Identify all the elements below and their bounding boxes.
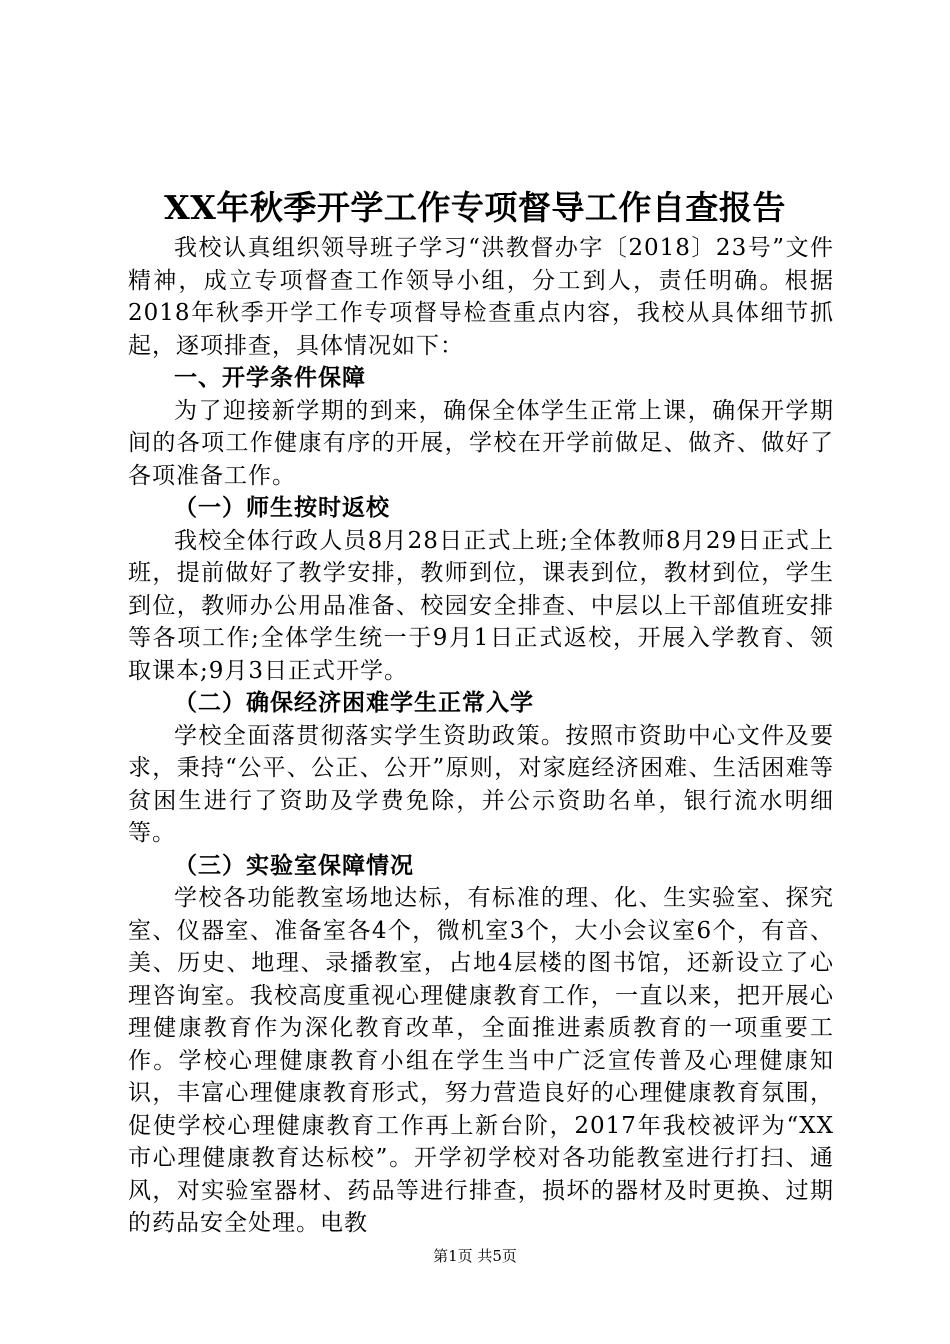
subsection-heading: （三）实验室保障情况 <box>174 852 414 879</box>
page-number-footer: 第1页 共5页 <box>433 1247 517 1265</box>
subsection-heading: （二）确保经济困难学生正常入学 <box>174 690 534 716</box>
section-heading: 一、开学条件保障 <box>174 365 366 391</box>
subsection-paragraph: 学校各功能教室场地达标，有标准的理、化、生实验室、探究室、仪器室、准备室各4个，微机室3个，大小会议室6个，有音、美、历史、地理、录播教室，占地4层楼的图书馆，还新设立了心理咨询室。我校高度重视心理健康教育工作，一直以来，把开展心理健康教育作为深化教育改革，全面推进素质教育的一项重要工作。学校心理健康教育小组在学生当中广泛宣传普及心理健康知识，丰富心理健康教育形式，努力营造良好的心理健康教育氛围，促使学校心理健康教育工作再上新台阶，2017年我校被评为“XX市心理健康教育达标校”。开学初学校对各功能教室进行打扫、通风，对实验室器材、药品等进行排查，损坏的器材及时更换、过期的药品安全处理。电教 <box>128 885 834 1236</box>
subsection-paragraph: 学校全面落贯彻落实学生资助政策。按照市资助中心文件及要求，秉持“公平、公正、公开”原则，对家庭经济困难、生活困难等贫困生进行了资助及学费免除，并公示资助名单，银行流水明细等。 <box>128 722 834 846</box>
intro-paragraph: 我校认真组织领导班子学习“洪教督办字〔2018〕23号”文件精神，成立专项督查工作领导小组，分工到人，责任明确。根据2018年秋季开学工作专项督导检查重点内容，我校从具体细节抓起，逐项排查，具体情况如下： <box>128 235 834 359</box>
document-title: XX年秋季开学工作专项督导工作自查报告 <box>164 188 786 227</box>
document-body <box>128 232 834 1240</box>
section-paragraph: 为了迎接新学期的到来，确保全体学生正常上课，确保开学期间的各项工作健康有序的开展，学校在开学前做足、做齐、做好了各项准备工作。 <box>128 397 834 489</box>
subsection-heading: （一）师生按时返校 <box>174 495 390 521</box>
subsection-paragraph: 我校全体行政人员8月28日正式上班;全体教师8月29日正式上班，提前做好了教学安排，教师到位，课表到位，教材到位，学生到位，教师办公用品准备、校园安全排查、中层以上干部值班安排等各项工作;全体学生统一于9月1日正式返校，开展入学教育、领取课本;9月3日正式开学。 <box>128 527 834 684</box>
